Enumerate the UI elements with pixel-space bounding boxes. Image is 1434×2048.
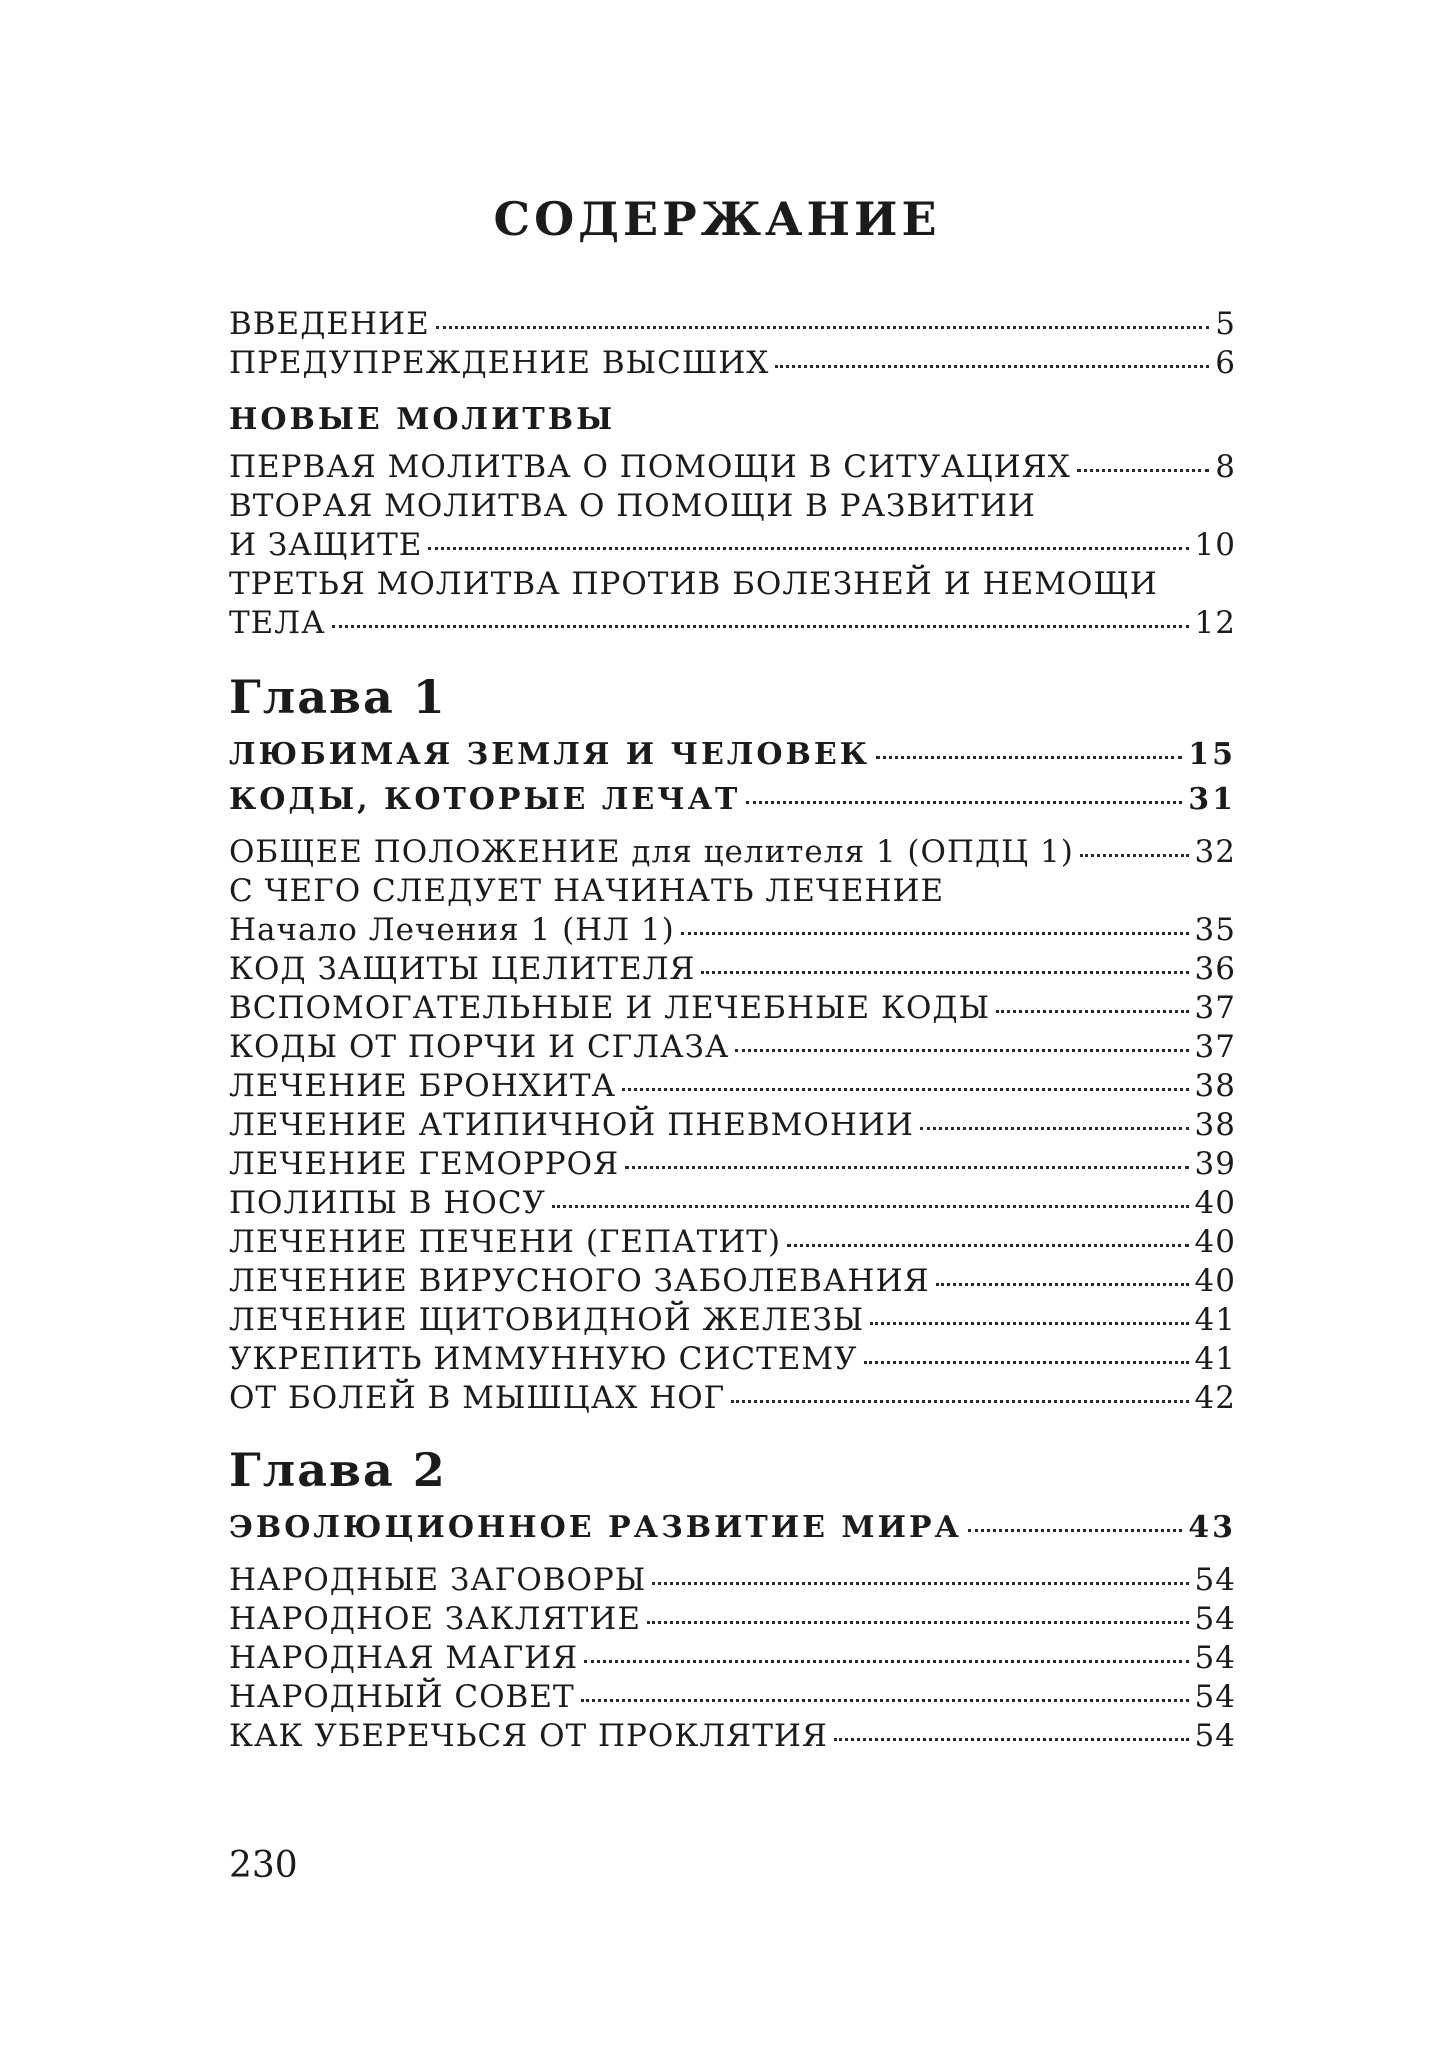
toc-entry-page: 42 (1194, 1380, 1236, 1416)
toc-entry-healing-codes[interactable] (229, 782, 1236, 822)
toc-entry-title: ЛЕЧЕНИЕ ЩИТОВИДНОЙ ЖЕЛЕЗЫ (229, 1302, 865, 1338)
toc-entry-page: 39 (1194, 1146, 1236, 1182)
toc-entry-title: ВСПОМОГАТЕЛЬНЫЕ И ЛЕЧЕБНЫЕ КОДЫ (229, 990, 991, 1026)
toc-entry-page: 54 (1194, 1601, 1236, 1637)
toc-entry-page: 41 (1194, 1341, 1236, 1377)
toc-entry-page: 35 (1194, 912, 1236, 948)
toc-entry-second-prayer[interactable] (229, 527, 1236, 567)
toc-entry[interactable] (229, 1679, 1236, 1719)
toc-entry-title: ПОЛИПЫ В НОСУ (229, 1185, 546, 1221)
toc-entry-page: 12 (1194, 605, 1236, 641)
toc-entry-title: ОБЩЕЕ ПОЛОЖЕНИЕ для целителя 1 (ОПДЦ 1) (229, 834, 1074, 870)
toc-entry[interactable] (229, 1185, 1236, 1225)
toc-entry-title: ЛЮБИМАЯ ЗЕМЛЯ И ЧЕЛОВЕК (229, 737, 871, 772)
toc-entry-title: УКРЕПИТЬ ИММУННУЮ СИСТЕМУ (229, 1341, 858, 1377)
page-title: СОДЕРЖАНИЕ (493, 192, 941, 246)
toc-entry-page: 37 (1194, 990, 1236, 1026)
dot-leader (731, 1400, 1188, 1403)
toc-entry[interactable] (229, 1380, 1236, 1420)
toc-entry-second-prayer-line1[interactable]: ВТОРАЯ МОЛИТВА О ПОМОЩИ В РАЗВИТИИ (229, 488, 1036, 524)
toc-entry-page: 54 (1194, 1562, 1236, 1598)
dot-leader (332, 625, 1189, 628)
dot-leader (552, 1205, 1189, 1208)
dot-leader (625, 1166, 1188, 1169)
dot-leader (701, 971, 1188, 974)
toc-entry-title: ОТ БОЛЕЙ В МЫШЦАХ НОГ (229, 1380, 726, 1416)
toc-entry[interactable] (229, 1640, 1236, 1680)
toc-entry-page: 5 (1215, 306, 1236, 342)
toc-entry-page: 31 (1188, 782, 1236, 817)
toc-entry-title: ПЕРВАЯ МОЛИТВА О ПОМОЩИ В СИТУАЦИЯХ (229, 449, 1071, 485)
toc-entry-page: 8 (1215, 449, 1236, 485)
toc-entry[interactable] (229, 1068, 1236, 1108)
dot-leader (1077, 469, 1209, 472)
toc-entry-page: 43 (1188, 1510, 1236, 1545)
toc-entry[interactable] (229, 1601, 1236, 1641)
toc-entry[interactable] (229, 1562, 1236, 1602)
toc-entry-page: 38 (1194, 1107, 1236, 1143)
toc-entry-warning[interactable] (229, 345, 1236, 385)
dot-leader (864, 1361, 1189, 1364)
toc-entry-title: ЭВОЛЮЦИОННОЕ РАЗВИТИЕ МИРА (229, 1510, 962, 1545)
toc-entry-page: 54 (1194, 1640, 1236, 1676)
dot-leader (996, 1010, 1188, 1013)
toc-entry[interactable] (229, 1263, 1236, 1303)
chapter-1-heading: Глава 1 (229, 670, 447, 724)
toc-entry-page: 38 (1194, 1068, 1236, 1104)
toc-entry-page: 41 (1194, 1302, 1236, 1338)
dot-leader (428, 547, 1188, 550)
dot-leader (876, 756, 1182, 759)
toc-entry-title: НАРОДНЫЙ СОВЕТ (229, 1679, 575, 1715)
dot-leader (622, 1088, 1189, 1091)
toc-entry-page: 54 (1194, 1679, 1236, 1715)
dot-leader (584, 1660, 1188, 1663)
toc-entry-first-prayer[interactable] (229, 449, 1236, 489)
toc-entry-page: 32 (1194, 834, 1236, 870)
toc-entry-page: 36 (1194, 951, 1236, 987)
toc-entry-title: ЛЕЧЕНИЕ ГЕМОРРОЯ (229, 1146, 620, 1182)
toc-entry-title: НАРОДНОЕ ЗАКЛЯТИЕ (229, 1601, 641, 1637)
dot-leader (436, 326, 1210, 329)
toc-entry-start-treatment-line1[interactable]: С ЧЕГО СЛЕДУЕТ НАЧИНАТЬ ЛЕЧЕНИЕ (229, 873, 945, 909)
dot-leader (775, 365, 1209, 368)
toc-entry-title: КОДЫ, КОТОРЫЕ ЛЕЧАТ (229, 782, 741, 817)
dot-leader (746, 801, 1182, 804)
dot-leader (968, 1529, 1182, 1532)
toc-entry[interactable] (229, 1718, 1236, 1758)
toc-entry-title: ЛЕЧЕНИЕ АТИПИЧНОЙ ПНЕВМОНИИ (229, 1107, 914, 1143)
dot-leader (647, 1621, 1189, 1624)
page-number: 230 (229, 1845, 298, 1886)
toc-entry-start-treatment[interactable] (229, 912, 1236, 952)
chapter-2-heading: Глава 2 (229, 1443, 447, 1497)
dot-leader (920, 1127, 1189, 1130)
toc-entry[interactable] (229, 1302, 1236, 1342)
toc-entry-title: ВВЕДЕНИЕ (229, 306, 430, 342)
section-heading-new-prayers: НОВЫЕ МОЛИТВЫ (229, 402, 616, 437)
toc-entry-introduction[interactable] (229, 306, 1236, 346)
toc-entry-page: 10 (1194, 527, 1236, 563)
dot-leader (652, 1582, 1188, 1585)
dot-leader (870, 1322, 1188, 1325)
toc-entry[interactable] (229, 1029, 1236, 1069)
toc-entry-beloved-earth[interactable] (229, 737, 1236, 777)
toc-entry-page: 6 (1215, 345, 1236, 381)
dot-leader (735, 1049, 1188, 1052)
dot-leader (936, 1283, 1189, 1286)
toc-entry-third-prayer-line1[interactable]: ТРЕТЬЯ МОЛИТВА ПРОТИВ БОЛЕЗНЕЙ И НЕМОЩИ (229, 566, 1158, 602)
dot-leader (834, 1738, 1189, 1741)
toc-entry-page: 40 (1194, 1224, 1236, 1260)
toc-entry-page: 40 (1194, 1263, 1236, 1299)
toc-entry-title: И ЗАЩИТЕ (229, 527, 423, 563)
toc-entry-title: ЛЕЧЕНИЕ ПЕЧЕНИ (ГЕПАТИТ) (229, 1224, 782, 1260)
toc-entry[interactable] (229, 1146, 1236, 1186)
toc-entry-page: 15 (1188, 737, 1236, 772)
toc-entry-title: КОДЫ ОТ ПОРЧИ И СГЛАЗА (229, 1029, 730, 1065)
toc-entry[interactable] (229, 951, 1236, 991)
dot-leader (787, 1244, 1188, 1247)
toc-entry-general-provision[interactable] (229, 834, 1236, 874)
toc-entry-third-prayer[interactable] (229, 605, 1236, 645)
dot-leader (581, 1699, 1189, 1702)
toc-entry[interactable] (229, 1341, 1236, 1381)
toc-entry-title: ЛЕЧЕНИЕ БРОНХИТА (229, 1068, 616, 1104)
toc-entry-title: НАРОДНАЯ МАГИЯ (229, 1640, 579, 1676)
toc-entry-title: Начало Лечения 1 (НЛ 1) (229, 912, 675, 948)
toc-entry[interactable] (229, 1107, 1236, 1147)
toc-entry-title: НАРОДНЫЕ ЗАГОВОРЫ (229, 1562, 647, 1598)
toc-entry-title: ПРЕДУПРЕЖДЕНИЕ ВЫСШИХ (229, 345, 770, 381)
toc-entry-page: 37 (1194, 1029, 1236, 1065)
toc-entry[interactable] (229, 990, 1236, 1030)
toc-entry[interactable] (229, 1224, 1236, 1264)
dot-leader (1080, 854, 1189, 857)
toc-entry-title: КОД ЗАЩИТЫ ЦЕЛИТЕЛЯ (229, 951, 696, 987)
toc-entry-page: 40 (1194, 1185, 1236, 1221)
toc-entry-page: 54 (1194, 1718, 1236, 1754)
dot-leader (681, 932, 1189, 935)
toc-entry-title: КАК УБЕРЕЧЬСЯ ОТ ПРОКЛЯТИЯ (229, 1718, 828, 1754)
toc-entry-title: ТЕЛА (229, 605, 326, 641)
toc-entry-title: ЛЕЧЕНИЕ ВИРУСНОГО ЗАБОЛЕВАНИЯ (229, 1263, 930, 1299)
toc-entry-evolution[interactable] (229, 1510, 1236, 1550)
